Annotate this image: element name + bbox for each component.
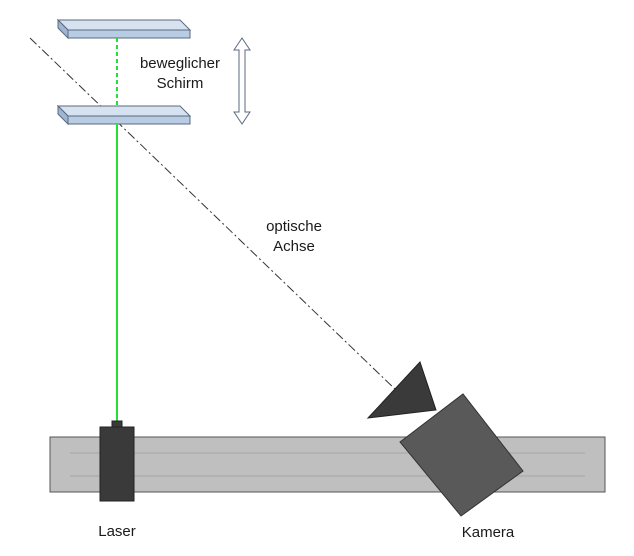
axis-label-line2: Achse [273, 238, 315, 255]
camera-label: Kamera [461, 524, 515, 541]
double-arrow-vertical-icon [234, 38, 250, 124]
laser-label: Laser [98, 523, 136, 540]
movable-screen-upper [58, 20, 190, 38]
camera-lens [368, 362, 436, 418]
axis-label-line1: optische [266, 218, 322, 235]
movable-screen-lower [58, 106, 190, 124]
screen-label-line1: beweglicher [139, 55, 221, 72]
laser-device [100, 421, 134, 501]
screen-label-line2: Schirm [156, 75, 204, 92]
optical-axis-line [30, 38, 398, 392]
